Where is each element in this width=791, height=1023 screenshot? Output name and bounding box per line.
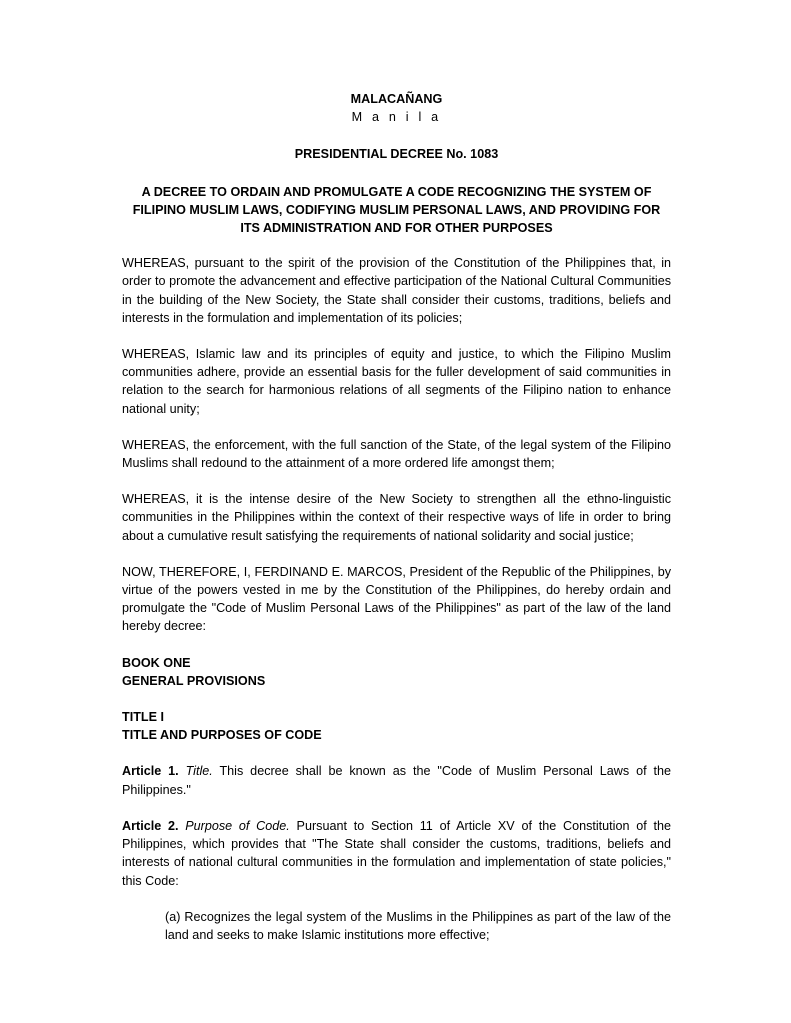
title-heading — [122, 708, 671, 744]
enacting-clause: NOW, THEREFORE, I, FERDINAND E. MARCOS, President of the Republic of the Philippines, by virtue of the powers vested in me by the Constitution of the Philippines, do hereby ordain and promulgate the "Code of Muslim Personal Laws of the Philippines" as part of the law of the land hereby decree: — [122, 564, 671, 634]
whereas-clause-4: WHEREAS, it is the intense desire of the New Society to strengthen all the ethno-linguistic communities in the Philippines within the context of their respective ways of life in order to bring about a cumulative result satisfying the requirements of national solidarity and social justice; — [122, 492, 671, 543]
whereas-clause-1: WHEREAS, pursuant to the spirit of the provision of the Constitution of the Philippines that, in order to promote the advancement and effective participation of the National Cultural Communities in the building of the New Society, the State shall consider their customs, traditions, beliefs and interests in the formulation and implementation of its policies; — [122, 256, 671, 325]
decree-title: A DECREE TO ORDAIN AND PROMULGATE A CODE RECOGNIZING THE SYSTEM OF FILIPINO MUSLIM LAWS, CODIFYING MUSLIM PERSONAL LAWS, AND PROVIDING FOR ITS ADMINISTRATION AND FOR OTHER PURPOSES — [132, 184, 661, 236]
document-page — [122, 90, 671, 944]
article-text: Pursuant to Section 11 of Article XV of the Constitution of the Philippines, which provides that "The State shall consider the customs, traditions, beliefs and interests of national cultural communities in the formulation and implementation of state policies," this Code: — [122, 818, 672, 888]
clause-a: (a) Recognizes the legal system of the Muslims in the Philippines as part of the law of the land and seeks to make Islamic institutions more effective; — [165, 909, 671, 942]
decree-number: PRESIDENTIAL DECREE No. 1083 — [294, 147, 499, 162]
article-label: Article 2. — [122, 818, 179, 833]
title-name: TITLE AND PURPOSES OF CODE — [122, 728, 322, 743]
title-label: TITLE I — [122, 710, 164, 725]
book-heading — [122, 654, 671, 690]
article-1 — [122, 762, 671, 798]
book-label: BOOK ONE — [122, 655, 191, 670]
whereas-clause-3: WHEREAS, the enforcement, with the full sanction of the State, of the legal system of the Filipino Muslims shall redound to the attainment of a more ordered life amongst them; — [122, 437, 671, 471]
city-line: M a n i l a — [351, 110, 442, 125]
book-name: GENERAL PROVISIONS — [122, 673, 266, 688]
article-heading: Purpose of Code. — [185, 818, 290, 833]
article-label: Article 1. — [122, 764, 179, 779]
article-heading: Title. — [185, 764, 213, 779]
article-text: This decree shall be known as the "Code of Muslim Personal Laws of the Philippines." — [122, 764, 672, 797]
palace-heading: MALACAÑANG — [350, 92, 443, 106]
whereas-clause-2: WHEREAS, Islamic law and its principles of equity and justice, to which the Filipino Muslim communities adhere, provide an essential basis for the fuller development of said communities in relation to the search for harmonious relations of all segments of the Filipino nation to enhance national unity; — [122, 347, 671, 416]
article-2 — [122, 817, 671, 890]
